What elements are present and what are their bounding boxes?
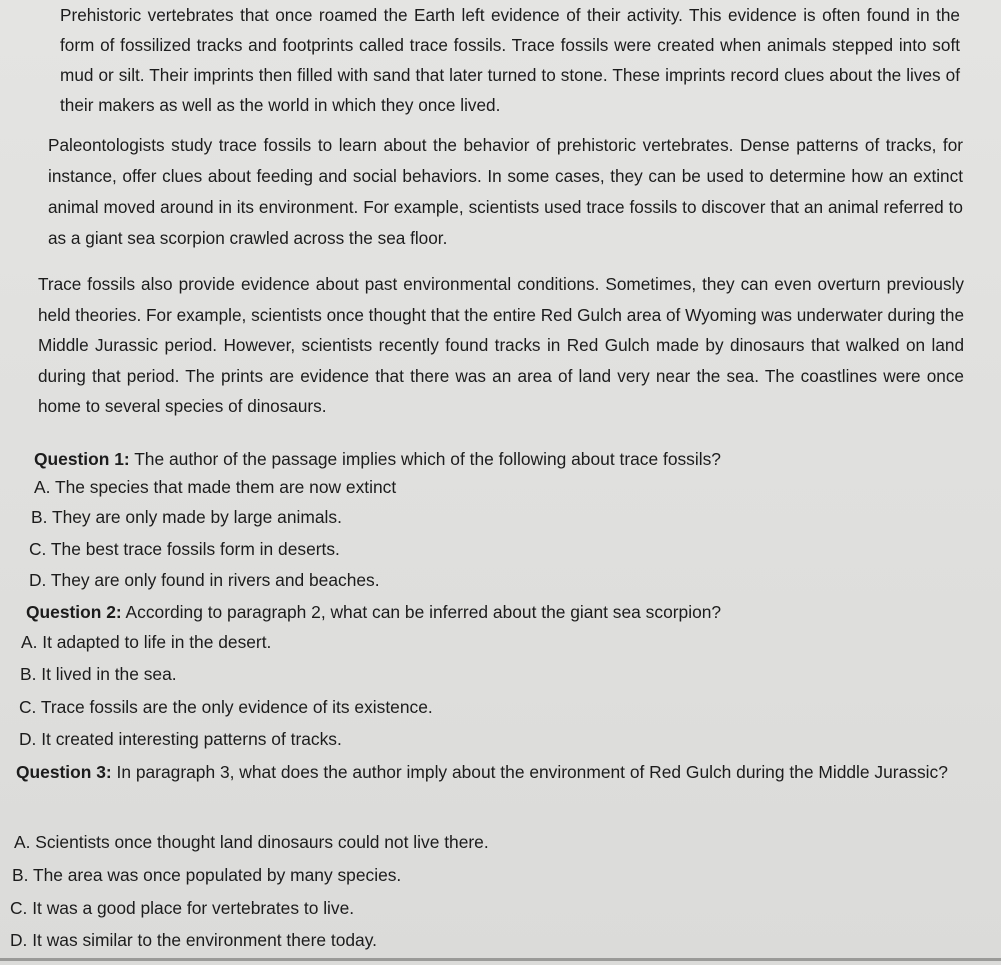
question-1 [34,444,974,474]
passage-paragraph-2: Paleontologists study trace fossils to learn about the behavior of prehistoric vertebrates. Dense patterns of tracks, for instance, offer clues about feeding and social behaviors. In some cases, they can be used to determine how an extinct animal moved around in its environment. For example, scientists used trace fossils to discover that an animal referred to as a giant sea scorpion crawled across the sea floor. [48,135,963,248]
page-bottom-edge [0,958,1001,961]
question-3-label: Question 3: [16,762,112,782]
passage-paragraph-3: Trace fossils also provide evidence about past environmental conditions. Sometimes, they can even overturn previously held theories. For example, scientists once thought that the entire Red Gulch area of Wyoming was underwater during the Middle Jurassic period. However, scientists recently found tracks in Red Gulch made by dinosaurs that walked on land during that period. The prints are evidence that there was an area of land very near the sea. The coastlines were once home to several species of dinosaurs. [38,274,964,416]
question-2-option-d[interactable]: D. It created interesting patterns of tracks. [19,729,342,749]
question-2-option-b[interactable]: B. It lived in the sea. [20,664,177,684]
question-1-option-d[interactable]: D. They are only found in rivers and beaches. [29,570,380,590]
question-1-label: Question 1: [34,449,130,469]
question-3-option-a[interactable]: A. Scientists once thought land dinosaurs could not live there. [14,832,489,852]
question-3-text: In paragraph 3, what does the author imply about the environment of Red Gulch during the Middle Jurassic? [111,762,948,782]
question-3-option-b[interactable]: B. The area was once populated by many species. [12,865,402,885]
question-1-text: The author of the passage implies which of the following about trace fossils? [129,449,721,469]
question-2 [26,597,986,627]
question-2-option-a[interactable]: A. It adapted to life in the desert. [21,632,272,652]
question-2-option-c[interactable]: C. Trace fossils are the only evidence of its existence. [19,697,433,717]
question-3 [16,757,966,788]
question-2-label: Question 2: [26,602,122,622]
question-2-text: According to paragraph 2, what can be inferred about the giant sea scorpion? [121,602,722,622]
question-1-option-c[interactable]: C. The best trace fossils form in deserts. [29,539,340,559]
passage-paragraph-1: Prehistoric vertebrates that once roamed the Earth left evidence of their activity. This evidence is often found in the form of fossilized tracks and footprints called trace fossils. Trace fossils were created when animals stepped into soft mud or silt. Their imprints then filled with sand that later turned to stone. These imprints record clues about the lives of their makers as well as the world in which they once lived. [60,5,960,115]
question-3-option-c[interactable]: C. It was a good place for vertebrates to live. [10,898,355,918]
question-1-option-b[interactable]: B. They are only made by large animals. [31,507,342,527]
question-1-option-a[interactable]: A. The species that made them are now extinct [34,477,397,497]
question-3-option-d[interactable]: D. It was similar to the environment there today. [10,930,377,950]
